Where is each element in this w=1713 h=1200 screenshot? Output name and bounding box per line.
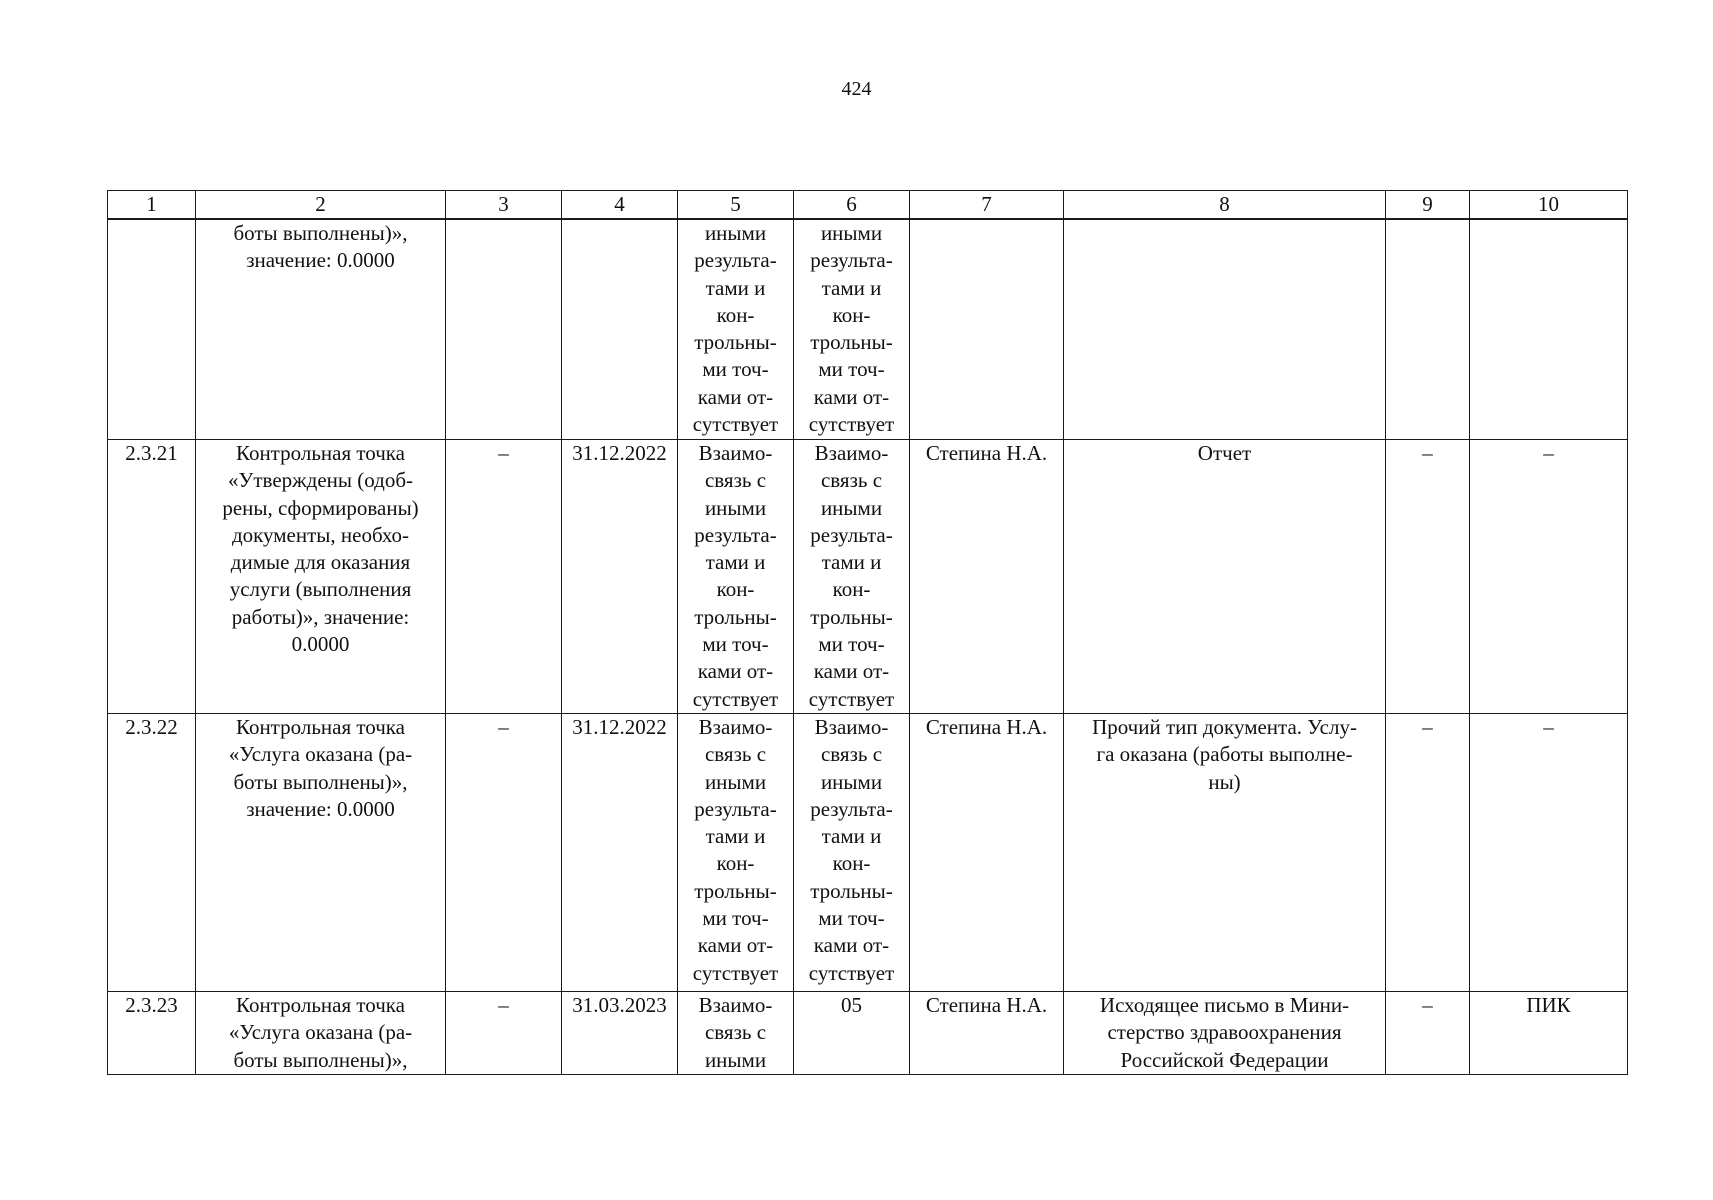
column-header: 7 — [910, 191, 1064, 220]
column-3-cell — [446, 219, 562, 440]
column-header: 9 — [1386, 191, 1470, 220]
document-type-cell — [1064, 219, 1386, 440]
column-10-cell: – — [1470, 714, 1628, 992]
column-6-cell: Взаимо- связь с иными результа- тами и кон- трольны- ми точ- ками от- сутствует — [794, 440, 910, 714]
column-number-row — [108, 191, 1628, 220]
item-number-cell: 2.3.22 — [108, 714, 196, 992]
date-cell — [562, 219, 678, 440]
column-9-cell: – — [1386, 714, 1470, 992]
column-10-cell: – — [1470, 440, 1628, 714]
document-type-cell: Прочий тип документа. Услу- га оказана (работы выполне- ны) — [1064, 714, 1386, 992]
document-type-cell: Отчет — [1064, 440, 1386, 714]
responsible-cell: Степина Н.А. — [910, 992, 1064, 1075]
column-6-cell: Взаимо- связь с иными результа- тами и кон- трольны- ми точ- ками от- сутствует — [794, 714, 910, 992]
column-header: 3 — [446, 191, 562, 220]
item-name-cell: Контрольная точка «Услуга оказана (ра- боты выполнены)», — [196, 992, 446, 1075]
responsible-cell — [910, 219, 1064, 440]
column-9-cell: – — [1386, 440, 1470, 714]
date-cell: 31.03.2023 — [562, 992, 678, 1075]
column-5-cell: Взаимо- связь с иными результа- тами и кон- трольны- ми точ- ками от- сутствует — [678, 714, 794, 992]
column-header: 4 — [562, 191, 678, 220]
column-5-cell: Взаимо- связь с иными — [678, 992, 794, 1075]
column-header: 6 — [794, 191, 910, 220]
column-3-cell: – — [446, 992, 562, 1075]
table-row — [108, 992, 1628, 1075]
responsible-cell: Степина Н.А. — [910, 440, 1064, 714]
item-name-cell: боты выполнены)», значение: 0.0000 — [196, 219, 446, 440]
column-header: 10 — [1470, 191, 1628, 220]
item-name-cell: Контрольная точка «Услуга оказана (ра- боты выполнены)», значение: 0.0000 — [196, 714, 446, 992]
control-points-table — [107, 190, 1628, 1075]
item-number-cell: 2.3.23 — [108, 992, 196, 1075]
column-3-cell: – — [446, 714, 562, 992]
column-10-cell — [1470, 219, 1628, 440]
item-number-cell: 2.3.21 — [108, 440, 196, 714]
page-number: 424 — [841, 78, 872, 100]
column-9-cell: – — [1386, 992, 1470, 1075]
date-cell: 31.12.2022 — [562, 714, 678, 992]
item-number-cell — [108, 219, 196, 440]
table-row — [108, 714, 1628, 992]
responsible-cell: Степина Н.А. — [910, 714, 1064, 992]
column-9-cell — [1386, 219, 1470, 440]
column-5-cell: Взаимо- связь с иными результа- тами и кон- трольны- ми точ- ками от- сутствует — [678, 440, 794, 714]
column-3-cell: – — [446, 440, 562, 714]
column-header: 8 — [1064, 191, 1386, 220]
column-header: 5 — [678, 191, 794, 220]
column-header: 2 — [196, 191, 446, 220]
column-10-cell: ПИК — [1470, 992, 1628, 1075]
document-type-cell: Исходящее письмо в Мини- стерство здравоохранения Российской Федерации — [1064, 992, 1386, 1075]
column-6-cell: 05 — [794, 992, 910, 1075]
table-row — [108, 219, 1628, 440]
column-header: 1 — [108, 191, 196, 220]
date-cell: 31.12.2022 — [562, 440, 678, 714]
item-name-cell: Контрольная точка «Утверждены (одоб- рены, сформированы) документы, необхо- димые для оказания услуги (выполнения работы)», значение: 0.0000 — [196, 440, 446, 714]
column-5-cell: иными результа- тами и кон- трольны- ми точ- ками от- сутствует — [678, 219, 794, 440]
table-row — [108, 440, 1628, 714]
column-6-cell: иными результа- тами и кон- трольны- ми точ- ками от- сутствует — [794, 219, 910, 440]
